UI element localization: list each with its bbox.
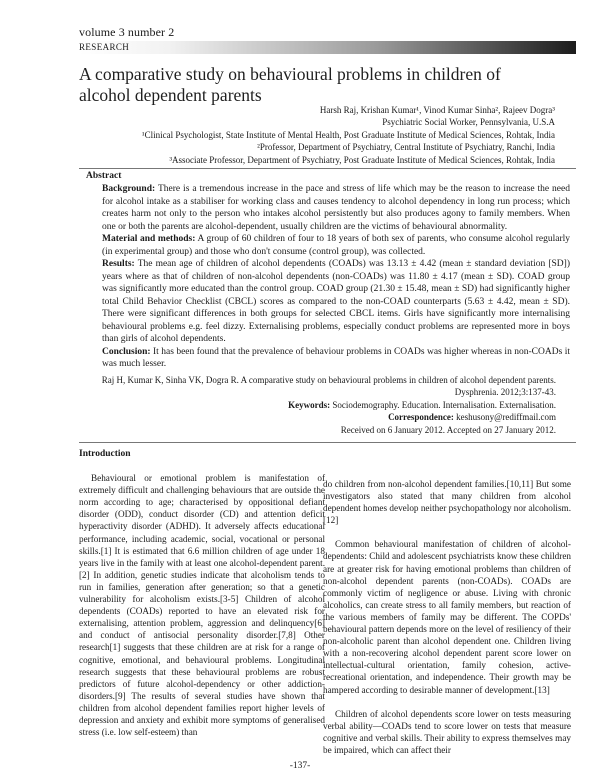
- conclusion-text: It has been found that the prevalence of behaviour problems in COADs was higher whereas in non-COADs it was much lesser.: [102, 346, 570, 369]
- affiliation-line: ¹Clinical Psychologist, State Institute of Mental Health, Post Graduate Institute of Medical Sciences, Rohtak, India: [141, 129, 555, 140]
- affiliation-line: Psychiatric Social Worker, Pennsylvania, U.S.A: [382, 117, 555, 128]
- section-banner: [79, 41, 576, 54]
- keywords-label: Keywords:: [288, 399, 331, 410]
- methods-label: Material and methods:: [102, 234, 196, 244]
- affiliation-line: ³Associate Professor, Department of Psychiatry, Post Graduate Institute of Medical Sciences, Rohtak, India: [169, 154, 555, 165]
- body-left-column: [79, 448, 325, 750]
- background-text: There is a tremendous increase in the pace and stress of life which may be the reason to increase the need for alcohol intake as a stabiliser for working class and causes tendency to alcohol dependency in long run process; which creates harm not only to the person who intakes alcohol persistently but also produces agony to family members. When one or both the parents are alcohol-dependent, usually children are the victims of behavioural abnormality.: [102, 184, 570, 232]
- methods-text: A group of 60 children of four to 18 years of both sex of parents, who consume alcohol regularly (in experimental group) and those who don't consume (control group), was collected.: [102, 234, 570, 257]
- correspondence-line: [86, 411, 556, 423]
- abstract-results: [102, 258, 570, 346]
- results-text: The mean age of children of alcohol dependents (COADs) was 13.13 ± 4.42 (mean ± standard deviation [SD]) years where as that of children of non-alcohol dependents (non-COADs) was 11.80 ± 4.17 (mean ± SD). COAD group was significantly more educated than the control group. COAD group (21.30 ± 15.48, mean ± SD) had significantly higher total Child Behavior Checklist (CBCL) scores as compared to the non-COAD counterparts (5.63 ± 4.42, mean ± SD). There were significant differences in both groups for selected CBCL items. Girls have significantly more internalising behavioural problems e.g. feel dizzy. Externalising problems, especially conduct problems are represented more in boys than girls of alcohol dependents.: [102, 259, 570, 344]
- abstract-conclusion: [102, 346, 570, 371]
- abstract-methods: [102, 233, 570, 258]
- body-paragraph: Common behavioural manifestation of children of alcohol-dependents: Child and adolescent psychiatrists know these children are at greater risk for having emotional problems than children of non-alcohol dependent parents (non-COADs). COADs are commonly victim of negligence or abuse. Living with chronic alcoholics, can create stress to all family members, but reaction of the various members of family may be different. The COPDs' behavioural pattern depends more on the level of resiliency of their non-alcoholic parent than alcohol dependent one. Children living with a non-recovering alcohol dependent parent score lower on intellectual-cultural orientation, family cohesion, active-recreational orientation, and independence. Their growth may be hampered according to desirable manner of development.[13]: [323, 539, 571, 695]
- abstract-body: [102, 183, 570, 371]
- body-paragraph: Behavioural or emotional problem is manifestation of extremely difficult and challenging behaviours that are outside the norm according to age; characterised by oppositional defiant disorder (ODD), conduct disorder (CD) and attention deficit hyperactivity disorder (ADHD). It adversely affects educational performance, including academic, social, vocational or personal skills.[1] It is estimated that 6.6 million children of age under 18 years live in the family with at least one alcohol-dependent parent.[2] In addition, genetic studies indicate that alcoholism tends to run in families, generation after generation; so that a genetic vulnerability for alcoholism exists.[3-5] Children of alcohol dependents (COADs) reported to have an elevated risk for externalising, attention problem, aggression and delinquency[6] and conduct of antisocial personality disorder.[7,8] Other research[1] suggests that these children are at risk for a range of cognitive, emotional, and behavioural problems. Longitudinal research suggests that these behavioural problems are robust predictors of future alcohol-dependency or other addiction-disorders.[9] The results of several studies have shown that children from alcohol dependent families report higher levels of depression and anxiety and exhibit more symptoms of generalised stress (i.e. low self-esteem) than: [79, 473, 325, 738]
- abstract-heading: Abstract: [86, 171, 122, 181]
- author-names: Harsh Raj, Krishan Kumar¹, Vinod Kumar Sinha², Rajeev Dogra³: [319, 105, 555, 115]
- body-paragraph: Children of alcohol dependents score lower on tests measuring verbal ability—COADs tend to score lower on tests that measure cognitive and verbal skills. Their ability to express themselves may be impaired, which can affect their: [323, 708, 571, 755]
- section-label: RESEARCH: [79, 42, 130, 52]
- page-number: -137-: [289, 761, 311, 771]
- abstract-background: [102, 183, 570, 233]
- keywords-line: [86, 399, 556, 411]
- keywords-text: Sociodemography. Education. Internalisation. Externalisation.: [332, 399, 556, 410]
- affiliation-line: ²Professor, Department of Psychiatry, Central Institute of Psychiatry, Ranchi, India: [257, 142, 555, 153]
- conclusion-label: Conclusion:: [102, 346, 151, 357]
- article-title: A comparative study on behavioural problems in children of alcohol dependent parents: [79, 64, 501, 105]
- background-label: Background:: [102, 184, 156, 194]
- correspondence-email[interactable]: keshusony@rediffmail.com: [456, 412, 556, 423]
- correspondence-label: Correspondence:: [388, 412, 454, 423]
- introduction-heading: Introduction: [79, 449, 131, 459]
- citation-reference: Raj H, Kumar K, Sinha VK, Dogra R. A comparative study on behavioural problems in children of alcohol dependent parents. Dysphrenia. 2012;3:137-43.: [101, 375, 556, 398]
- author-affiliations: [85, 104, 555, 166]
- journal-volume-line: volume 3 number 2: [79, 25, 175, 39]
- body-right-column: [323, 478, 571, 768]
- received-dates: Received on 6 January 2012. Accepted on 27 January 2012.: [340, 424, 556, 435]
- results-label: Results:: [102, 259, 135, 269]
- citation-block: [86, 374, 556, 436]
- body-paragraph: do children from non-alcohol dependent families.[10,11] But some investigators also stated that many children from alcohol dependent homes develop neither psychopathology nor alcoholism.[12]: [323, 479, 571, 526]
